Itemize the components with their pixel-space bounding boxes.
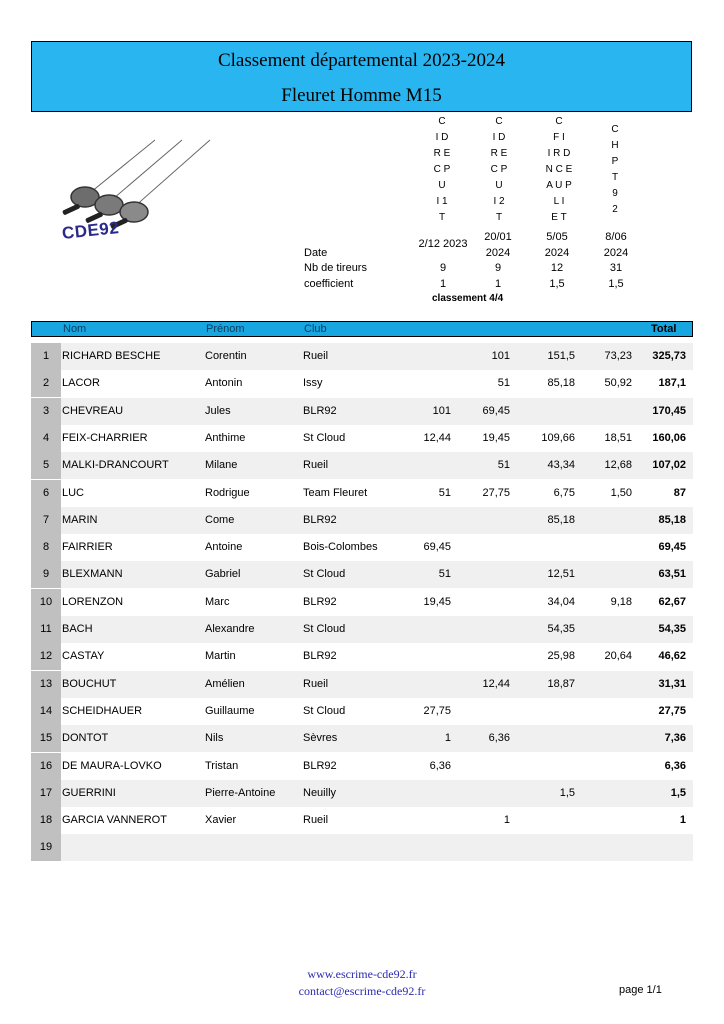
row-band (61, 780, 693, 807)
cell-finale: 85,18 (547, 377, 575, 390)
cell-club: Neuilly (303, 786, 337, 799)
row-band (61, 398, 693, 425)
cell-club: BLR92 (303, 513, 337, 526)
cell-rank: 9 (31, 561, 61, 588)
col2-tireurs: 9 (494, 262, 502, 274)
table-row (31, 561, 693, 588)
cell-club: BLR92 (303, 595, 337, 608)
cell-prenom: Nils (205, 732, 224, 745)
cell-club: Issy (303, 377, 323, 390)
table-row (31, 589, 693, 616)
table-row (31, 480, 693, 507)
cell-circuit-2: 51 (497, 377, 510, 390)
cell-prenom: Antonin (205, 377, 243, 390)
cell-rank: 17 (31, 780, 61, 807)
cell-finale: 34,04 (547, 595, 575, 608)
header-total: Total (651, 323, 677, 335)
cell-total: 187,1 (658, 377, 686, 390)
cell-prenom: Anthime (205, 431, 246, 444)
cell-total: 6,36 (664, 759, 686, 772)
cell-club: Rueil (303, 459, 329, 472)
cell-circuit-1: 1 (444, 732, 451, 745)
cell-chpt: 73,23 (604, 350, 632, 362)
cell-chpt: 12,68 (604, 459, 632, 472)
cell-club: St Cloud (303, 623, 346, 635)
table-row (31, 807, 693, 834)
cell-rank: 15 (31, 725, 61, 752)
coef-label: coefficient (304, 278, 354, 290)
cell-total: 54,35 (658, 623, 686, 635)
cell-nom: GUERRINI (62, 786, 116, 799)
row-band (61, 589, 693, 616)
cell-prenom: Corentin (205, 350, 247, 362)
row-band (61, 725, 693, 752)
row-band (61, 834, 693, 861)
cell-club: Rueil (303, 677, 329, 690)
row-band (61, 507, 693, 534)
cell-nom: SCHEIDHAUER (62, 704, 143, 717)
header-prenom: Prénom (206, 323, 245, 335)
cell-club: Rueil (303, 814, 329, 827)
cell-nom: DE MAURA-LOVKO (62, 759, 162, 772)
col1-date: 2/12 2023 (418, 238, 468, 250)
cell-total: 1,5 (670, 786, 686, 799)
cell-rank: 16 (31, 753, 61, 780)
col2-date-line2: 2024 (485, 247, 511, 259)
cell-rank: 13 (31, 671, 61, 698)
cell-finale: 12,51 (547, 568, 575, 581)
cell-prenom: Rodrigue (205, 486, 250, 499)
cell-circuit-1: 51 (438, 568, 451, 581)
cell-finale: 18,87 (547, 677, 575, 690)
logo-text: CDE92 (61, 218, 121, 243)
table-row (31, 398, 693, 425)
table-row (31, 370, 693, 397)
cell-rank: 19 (31, 834, 61, 861)
cell-total: 62,67 (658, 595, 686, 608)
cell-club: Team Fleuret (303, 486, 368, 499)
title-banner (31, 41, 692, 112)
cell-rank: 7 (31, 507, 61, 534)
col1-coef: 1 (439, 278, 447, 290)
cell-total: 7,36 (664, 732, 686, 745)
cell-club: Rueil (303, 350, 329, 362)
cell-finale: 85,18 (547, 513, 575, 526)
table-row (31, 780, 693, 807)
cell-club: BLR92 (303, 759, 337, 772)
cell-prenom: Antoine (205, 541, 243, 554)
cell-chpt: 9,18 (610, 595, 632, 608)
cell-nom: BACH (62, 623, 93, 635)
cell-nom: RICHARD BESCHE (62, 350, 161, 362)
table-row (31, 834, 693, 861)
table-row (31, 507, 693, 534)
footer-contact[interactable]: contact@escrime-cde92.fr (298, 984, 426, 998)
cell-total: 1 (679, 814, 686, 827)
cell-prenom: Xavier (205, 814, 237, 827)
cell-total: 87 (673, 486, 686, 499)
cell-nom: BLEXMANN (62, 568, 123, 581)
cell-nom: LUC (62, 486, 85, 499)
cell-total: 63,51 (658, 568, 686, 581)
cell-total: 160,06 (652, 431, 686, 444)
cell-total: 27,75 (658, 704, 686, 717)
cell-finale: 25,98 (547, 650, 575, 663)
cell-nom: BOUCHUT (62, 677, 117, 690)
date-label: Date (304, 247, 328, 259)
cell-circuit-2: 19,45 (482, 431, 510, 444)
cell-chpt: 50,92 (604, 377, 632, 390)
cell-prenom: Amélien (205, 677, 245, 690)
cell-rank: 8 (31, 534, 61, 561)
classement-label: classement 4/4 (432, 293, 504, 304)
cell-club: BLR92 (303, 404, 337, 417)
table-row (31, 452, 693, 479)
cell-club: St Cloud (303, 704, 346, 717)
cell-rank: 11 (31, 616, 61, 643)
col3-coef: 1,5 (549, 278, 565, 290)
cell-club: Sèvres (303, 732, 338, 745)
table-header (31, 321, 693, 337)
cell-prenom: Pierre-Antoine (205, 786, 276, 799)
cell-nom: FAIRRIER (62, 541, 113, 554)
cell-nom: GARCIA VANNEROT (62, 814, 167, 827)
cell-circuit-1: 51 (438, 486, 451, 499)
cell-prenom: Jules (205, 404, 231, 417)
table-row (31, 425, 693, 452)
competition-col-1: C I D R E C P U I 1 T (433, 116, 451, 223)
cell-finale: 43,34 (547, 459, 575, 472)
cell-finale: 54,35 (547, 623, 575, 635)
col3-tireurs: 12 (550, 262, 564, 274)
cell-total: 69,45 (658, 541, 686, 554)
cell-finale: 109,66 (541, 431, 575, 444)
cell-total: 107,02 (652, 459, 686, 472)
cell-total: 170,45 (652, 404, 686, 417)
page-subtitle: Fleuret Homme M15 (281, 85, 442, 106)
cell-finale: 6,75 (553, 486, 575, 499)
cell-prenom: Tristan (205, 759, 239, 772)
table-row (31, 753, 693, 780)
tireurs-label: Nb de tireurs (304, 262, 367, 274)
col2-coef: 1 (494, 278, 502, 290)
page-number: page 1/1 (619, 984, 662, 996)
footer-site[interactable]: www.escrime-cde92.fr (307, 967, 417, 981)
cell-prenom: Martin (205, 650, 236, 663)
cell-nom: FEIX-CHARRIER (62, 431, 148, 444)
row-band (61, 425, 693, 452)
cell-total: 31,31 (658, 677, 686, 690)
header-club: Club (304, 323, 327, 335)
cell-prenom: Milane (205, 459, 238, 472)
cell-nom: DONTOT (62, 732, 109, 745)
cell-prenom: Guillaume (205, 704, 255, 717)
cell-nom: MALKI-DRANCOURT (62, 459, 169, 472)
row-band (61, 480, 693, 507)
cell-nom: LORENZON (62, 595, 124, 608)
cell-club: St Cloud (303, 431, 346, 444)
col1-tireurs: 9 (439, 262, 447, 274)
row-band (61, 616, 693, 643)
cell-rank: 6 (31, 480, 61, 507)
col4-coef: 1,5 (608, 278, 624, 290)
col3-date-line2: 2024 (544, 247, 570, 259)
competition-col-4: C H P T 9 2 (611, 124, 619, 215)
col4-date-line1: 8/06 (605, 231, 627, 243)
table-row (31, 671, 693, 698)
cell-circuit-2: 51 (497, 459, 510, 472)
cell-rank: 10 (31, 589, 61, 616)
cell-finale: 1,5 (559, 786, 575, 799)
cell-chpt: 18,51 (604, 431, 632, 444)
cell-rank: 3 (31, 398, 61, 425)
cell-circuit-1: 12,44 (423, 431, 451, 444)
cell-rank: 2 (31, 370, 61, 397)
cell-total: 85,18 (658, 513, 686, 526)
cell-nom: LACOR (62, 377, 100, 390)
table-row (31, 725, 693, 752)
table-row (31, 343, 693, 370)
competition-col-3: C F I I R D N C E A U P L I E T (545, 116, 573, 223)
col4-tireurs: 31 (609, 262, 623, 274)
competition-col-2: C I D R E C P U I 2 T (490, 116, 508, 223)
cell-nom: MARIN (62, 513, 98, 526)
cell-circuit-1: 19,45 (423, 595, 451, 608)
col4-date-line2: 2024 (603, 247, 629, 259)
cell-rank: 4 (31, 425, 61, 452)
row-band (61, 698, 693, 725)
cell-circuit-1: 69,45 (423, 541, 451, 554)
cell-circuit-2: 1 (503, 814, 510, 827)
cell-circuit-2: 101 (491, 350, 510, 362)
table-row (31, 534, 693, 561)
cell-prenom: Gabriel (205, 568, 241, 581)
cell-rank: 18 (31, 807, 61, 834)
col2-date-line1: 20/01 (484, 231, 512, 243)
cell-club: BLR92 (303, 650, 337, 663)
header-nom: Nom (63, 323, 87, 335)
cell-circuit-1: 6,36 (429, 759, 451, 772)
row-band (61, 671, 693, 698)
cell-circuit-2: 69,45 (482, 404, 510, 417)
row-band (61, 561, 693, 588)
table-row (31, 616, 693, 643)
cell-club: Bois-Colombes (303, 541, 378, 554)
cell-total: 46,62 (658, 650, 686, 663)
cell-rank: 14 (31, 698, 61, 725)
cell-circuit-2: 12,44 (482, 677, 510, 690)
cell-circuit-2: 6,36 (488, 732, 510, 745)
cell-finale: 151,5 (547, 350, 575, 362)
row-band (61, 643, 693, 670)
table-row (31, 698, 693, 725)
cell-rank: 1 (31, 343, 61, 370)
cell-prenom: Alexandre (205, 623, 255, 635)
cell-nom: CHEVREAU (62, 404, 124, 417)
col3-date-line1: 5/05 (546, 231, 568, 243)
page-title: Classement départemental 2023-2024 (217, 50, 506, 71)
cell-circuit-1: 101 (432, 404, 451, 417)
cell-circuit-1: 27,75 (423, 704, 451, 717)
row-band (61, 370, 693, 397)
cell-chpt: 1,50 (610, 486, 632, 499)
cell-prenom: Marc (205, 595, 230, 608)
cell-rank: 5 (31, 452, 61, 479)
table-row (31, 643, 693, 670)
cell-circuit-2: 27,75 (482, 486, 510, 499)
cell-chpt: 20,64 (604, 650, 632, 663)
cell-club: St Cloud (303, 568, 346, 581)
cell-rank: 12 (31, 643, 61, 670)
cell-nom: CASTAY (62, 650, 105, 663)
cell-total: 325,73 (652, 350, 686, 362)
cell-prenom: Come (205, 513, 235, 526)
